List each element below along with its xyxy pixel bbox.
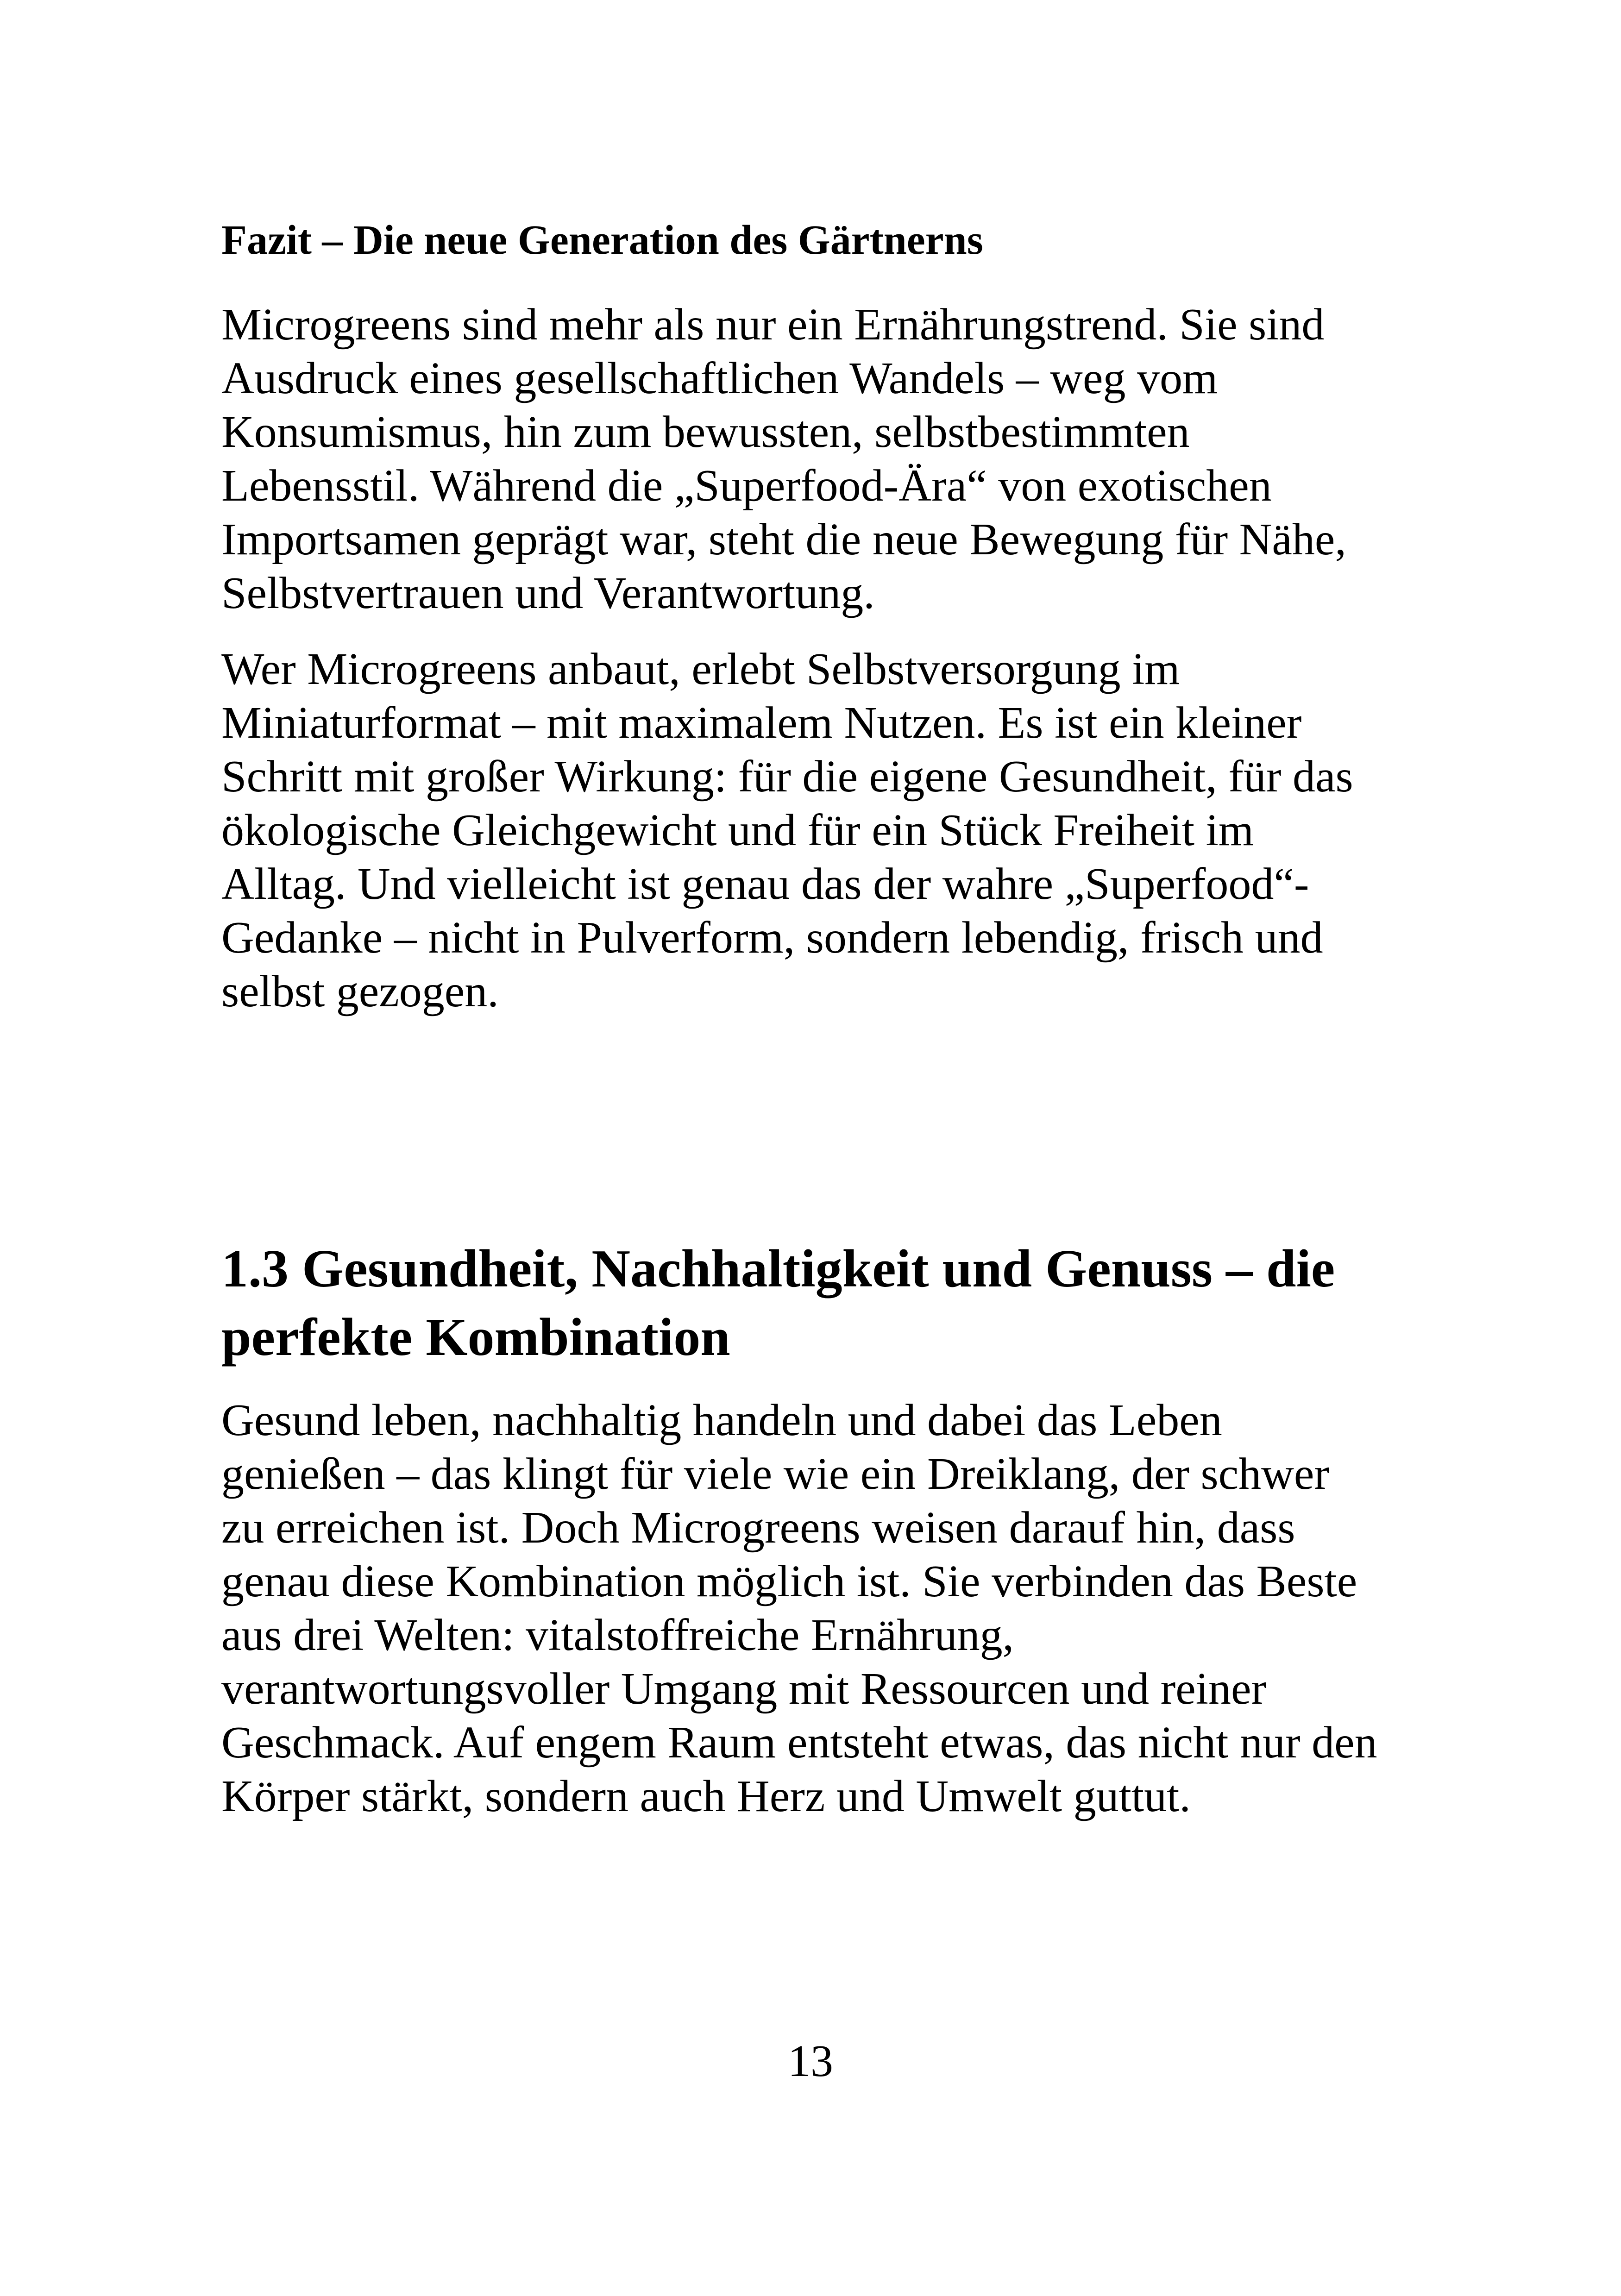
- text-line: Konsumismus, hin zum bewussten, selbstbestimmten: [221, 407, 1190, 457]
- heading-line: 1.3 Gesundheit, Nachhaltigkeit und Genuss – die: [221, 1239, 1335, 1299]
- text-line: verantwortungsvoller Umgang mit Ressourcen und reiner: [221, 1664, 1267, 1714]
- text-line: Ausdruck eines gesellschaftlichen Wandels – weg vom: [221, 353, 1218, 403]
- text-line: selbst gezogen.: [221, 966, 499, 1016]
- text-line: Microgreens sind mehr als nur ein Ernährungstrend. Sie sind: [221, 300, 1325, 350]
- page-number: 13: [788, 2036, 833, 2086]
- text-line: zu erreichen ist. Doch Microgreens weisen darauf hin, dass: [221, 1503, 1295, 1553]
- heading-line: perfekte Kombination: [221, 1308, 730, 1367]
- text-line: genießen – das klingt für viele wie ein Dreiklang, der schwer: [221, 1449, 1330, 1499]
- text-line: Alltag. Und vielleicht ist genau das der wahre „Superfood“-: [221, 859, 1309, 909]
- text-line: Wer Microgreens anbaut, erlebt Selbstversorgung im: [221, 644, 1180, 694]
- text-line: genau diese Kombination möglich ist. Sie verbinden das Beste: [221, 1556, 1357, 1606]
- text-line: Geschmack. Auf engem Raum entsteht etwas, das nicht nur den: [221, 1718, 1377, 1768]
- section-heading-fazit: Fazit – Die neue Generation des Gärtnerns: [221, 217, 983, 263]
- text-line: aus drei Welten: vitalstoffreiche Ernährung,: [221, 1610, 1014, 1660]
- text-line: Importsamen geprägt war, steht die neue Bewegung für Nähe,: [221, 514, 1346, 565]
- text-line: Lebensstil. Während die „Superfood-Ära“ von exotischen: [221, 461, 1272, 511]
- text-line: Schritt mit großer Wirkung: für die eigene Gesundheit, für das: [221, 752, 1353, 802]
- text-line: Selbstvertrauen und Verantwortung.: [221, 568, 875, 618]
- text-line: Gesund leben, nachhaltig handeln und dabei das Leben: [221, 1395, 1222, 1445]
- text-line: ökologische Gleichgewicht und für ein Stück Freiheit im: [221, 805, 1254, 855]
- text-line: Körper stärkt, sondern auch Herz und Umwelt guttut.: [221, 1771, 1191, 1821]
- text-line: Miniaturformat – mit maximalem Nutzen. Es ist ein kleiner: [221, 698, 1302, 748]
- text-line: Gedanke – nicht in Pulverform, sondern lebendig, frisch und: [221, 913, 1323, 963]
